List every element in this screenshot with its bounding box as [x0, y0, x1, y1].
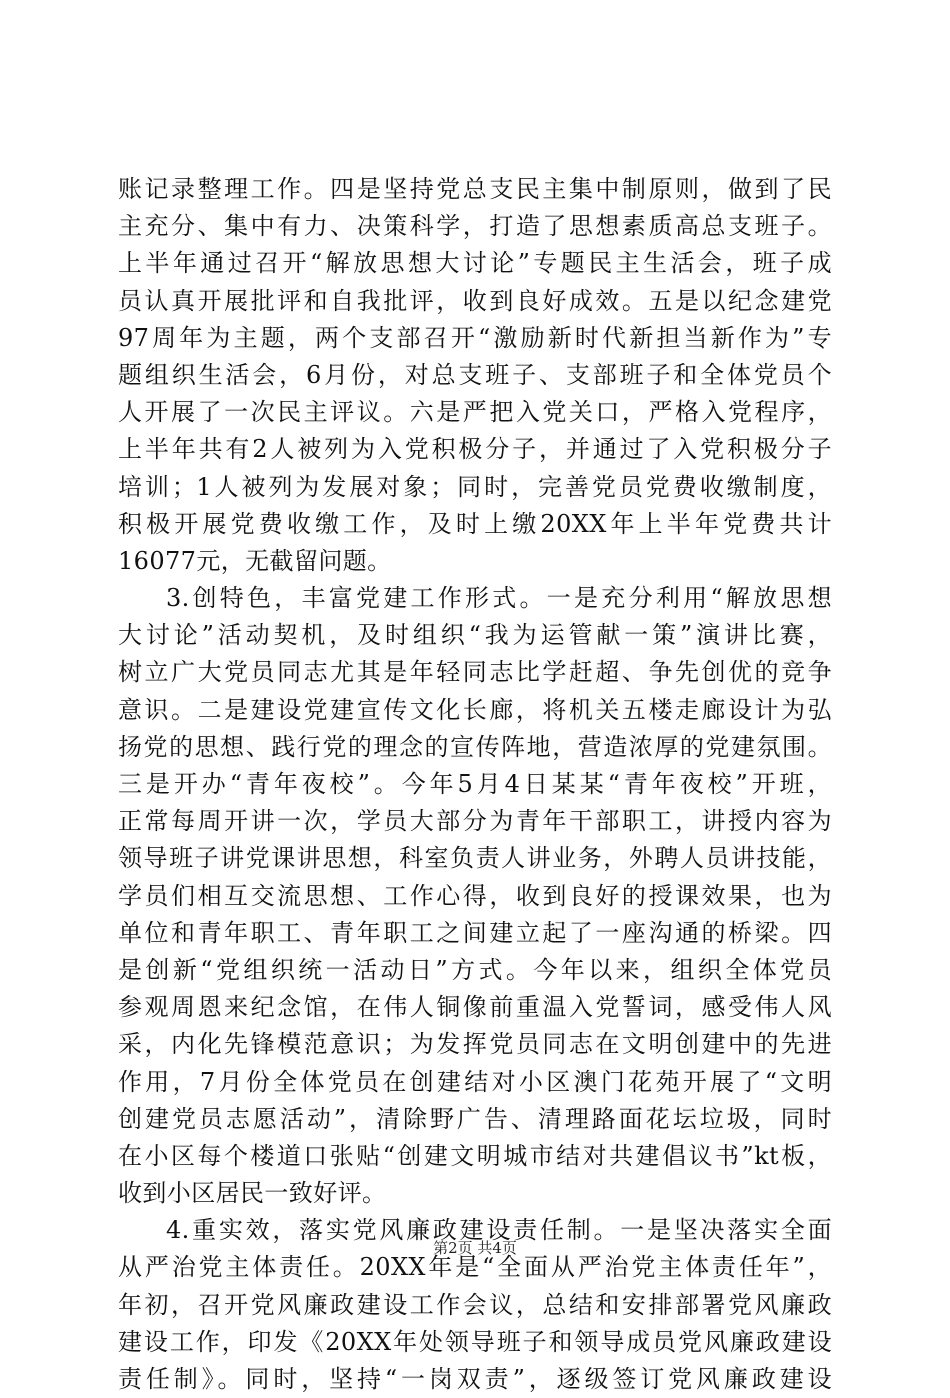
page-footer: 第2页 共4页	[433, 1239, 517, 1257]
text-line: 人开展了一次民主评议。六是严把入党关口，严格入党程序，	[118, 398, 832, 427]
text-line: 从严治党主体责任。20XX年是“全面从严治党主体责任年”，	[118, 1253, 832, 1282]
text-line: 建设工作，印发《20XX年处领导班子和领导成员党风廉政建设	[118, 1327, 832, 1356]
text-line: 学员们相互交流思想、工作心得，收到良好的授课效果，也为	[118, 881, 832, 910]
text-line: 3.创特色，丰富党建工作形式。一是充分利用“解放思想	[166, 584, 832, 613]
text-line: 三是开办“青年夜校”。今年5月4日某某“青年夜校”开班，	[118, 770, 832, 798]
text-line: 单位和青年职工、青年职工之间建立起了一座沟通的桥梁。四	[118, 918, 832, 947]
text-line: 97周年为主题，两个支部召开“激励新时代新担当新作为”专	[118, 323, 832, 352]
text-line: 上半年共有2人被列为入党积极分子，并通过了入党积极分子	[118, 435, 832, 464]
text-line: 题组织生活会，6月份，对总支班子、支部班子和全体党员个	[118, 360, 832, 389]
text-line: 年初，召开党风廉政建设工作会议，总结和安排部署党风廉政	[118, 1290, 832, 1319]
text-line: 采，内化先锋模范意识；为发挥党员同志在文明创建中的先进	[118, 1030, 832, 1059]
text-line: 创建党员志愿活动”，清除野广告、清理路面花坛垃圾，同时	[118, 1104, 832, 1133]
text-line: 正常每周开讲一次，学员大部分为青年干部职工，讲授内容为	[118, 807, 832, 836]
body-text	[118, 171, 832, 1398]
text-line: 收到小区居民一致好评。	[118, 1179, 387, 1208]
text-line: 账记录整理工作。四是坚持党总支民主集中制原则，做到了民	[118, 175, 832, 203]
text-line: 员认真开展批评和自我批评，收到良好成效。五是以纪念建党	[118, 286, 832, 315]
text-line: 大讨论”活动契机，及时组织“我为运管献一策”演讲比赛，	[118, 621, 832, 650]
text-line: 主充分、集中有力、决策科学，打造了思想素质高总支班子。	[118, 212, 832, 241]
text-line: 4.重实效，落实党风廉政建设责任制。一是坚决落实全面	[166, 1216, 832, 1245]
text-line: 培训；1人被列为发展对象；同时，完善党员党费收缴制度，	[118, 472, 832, 501]
text-line: 树立广大党员同志尤其是年轻同志比学赶超、争先创优的竞争	[118, 658, 832, 687]
text-line: 参观周恩来纪念馆，在伟人铜像前重温入党誓词，感受伟人风	[118, 993, 832, 1022]
text-line: 是创新“党组织统一活动日”方式。今年以来，组织全体党员	[118, 955, 832, 984]
text-line: 积极开展党费收缴工作，及时上缴20XX年上半年党费共计	[118, 509, 832, 538]
text-line: 作用，7月份全体党员在创建结对小区澳门花苑开展了“文明	[118, 1067, 832, 1096]
text-line: 16077元，无截留问题。	[118, 546, 392, 575]
text-line: 领导班子讲党课讲思想，科室负责人讲业务，外聘人员讲技能，	[118, 844, 832, 873]
text-line: 责任制》。同时，坚持“一岗双责”，逐级签订党风廉政建设	[118, 1365, 832, 1393]
text-line: 在小区每个楼道口张贴“创建文明城市结对共建倡议书”kt板，	[118, 1141, 832, 1170]
text-line: 意识。二是建设党建宣传文化长廊，将机关五楼走廊设计为弘	[118, 695, 832, 724]
text-line: 上半年通过召开“解放思想大讨论”专题民主生活会，班子成	[118, 249, 832, 278]
text-line: 扬党的思想、践行党的理念的宣传阵地，营造浓厚的党建氛围。	[118, 732, 832, 761]
